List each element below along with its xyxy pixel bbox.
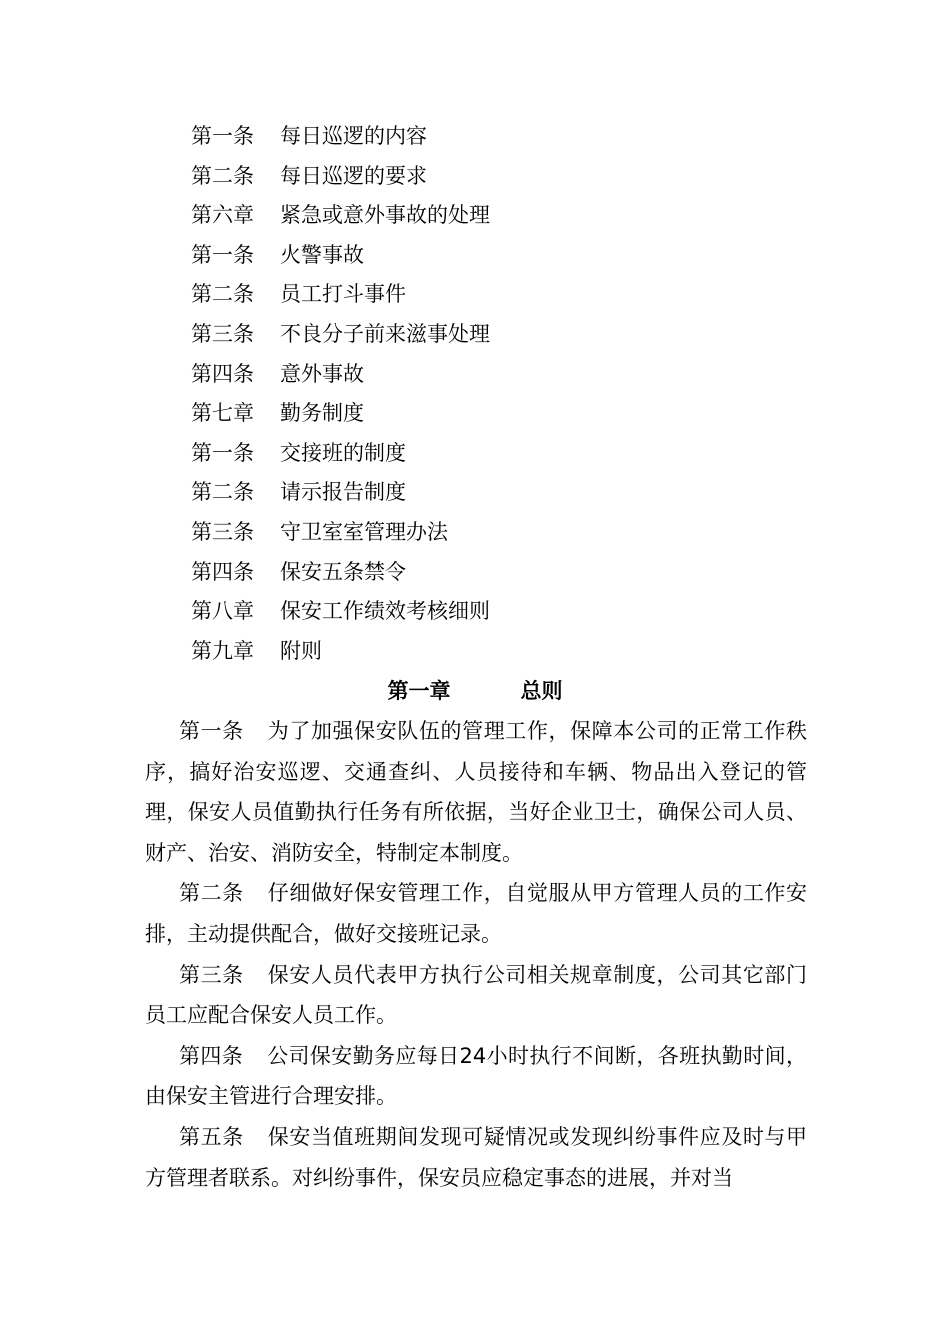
- toc-item-title: 请示报告制度: [280, 480, 406, 505]
- chapter-body: [145, 711, 807, 1198]
- toc-item-label: 第四条: [191, 559, 254, 584]
- toc-item-label: 第一条: [191, 440, 254, 465]
- article-label: 第一条: [179, 719, 244, 743]
- toc-item: [191, 513, 490, 553]
- toc-item: [191, 434, 490, 474]
- toc-item: [191, 592, 490, 632]
- toc-item-label: 第二条: [191, 163, 254, 188]
- toc-item-label: 第二条: [191, 282, 254, 307]
- toc-item-title: 火警事故: [280, 242, 364, 267]
- toc-item: [191, 236, 490, 276]
- toc-item-label: 第九章: [191, 638, 254, 663]
- article-text: 保安人员代表甲方执行公司相关规章制度，公司其它部门员工应配合保安人员工作。: [145, 962, 808, 1028]
- article-label: 第五条: [179, 1124, 244, 1149]
- toc-item-title: 勤务制度: [280, 401, 364, 426]
- article-text: 公司保安勤务应每日24小时执行不间断，各班执勤时间，由保安主管进行合理安排。: [145, 1043, 807, 1109]
- toc-item-title: 守卫室室管理办法: [280, 519, 448, 544]
- toc-item-label: 第二条: [191, 480, 254, 505]
- toc-item: [191, 473, 490, 513]
- toc-item-title: 交接班的制度: [280, 440, 406, 465]
- article-label: 第四条: [179, 1043, 244, 1068]
- article-paragraph: [145, 955, 807, 1036]
- toc-item: [191, 196, 490, 236]
- toc-item: [191, 157, 490, 197]
- table-of-contents: [191, 117, 490, 671]
- toc-item-title: 紧急或意外事故的处理: [280, 203, 490, 228]
- toc-item: [191, 315, 490, 355]
- chapter-title: 总则: [520, 679, 563, 703]
- article-label: 第二条: [179, 881, 244, 906]
- toc-item-title: 保安五条禁令: [280, 559, 406, 584]
- chapter-label: 第一章: [387, 679, 451, 703]
- toc-item: [191, 632, 490, 672]
- article-label: 第三条: [179, 962, 244, 987]
- toc-item-label: 第三条: [191, 519, 254, 544]
- article-text: 仔细做好保安管理工作，自觉服从甲方管理人员的工作安排，主动提供配合，做好交接班记录。: [145, 881, 808, 946]
- toc-item-label: 第一条: [191, 242, 254, 267]
- toc-item-label: 第三条: [191, 321, 254, 346]
- article-paragraph: [145, 711, 807, 873]
- toc-item-title: 附则: [280, 638, 322, 663]
- toc-item-label: 第七章: [191, 401, 254, 426]
- toc-item-title: 每日巡逻的内容: [280, 124, 427, 148]
- article-paragraph: [145, 1036, 807, 1117]
- toc-item: [191, 117, 490, 157]
- article-paragraph: [145, 873, 807, 954]
- toc-item-title: 每日巡逻的要求: [280, 163, 427, 188]
- toc-item-label: 第一条: [191, 124, 254, 148]
- toc-item-title: 保安工作绩效考核细则: [280, 599, 490, 624]
- toc-item-title: 意外事故: [280, 361, 364, 386]
- toc-item-title: 员工打斗事件: [280, 282, 406, 307]
- article-paragraph: [145, 1117, 807, 1198]
- toc-item-title: 不良分子前来滋事处理: [280, 321, 490, 346]
- toc-item: [191, 553, 490, 593]
- toc-item: [191, 355, 490, 395]
- toc-item-label: 第六章: [191, 203, 254, 228]
- chapter-heading: [0, 671, 950, 711]
- article-text: 为了加强保安队伍的管理工作，保障本公司的正常工作秩序，搞好治安巡逻、交通查纠、人员接待和车辆、物品出入登记的管理，保安人员值勤执行任务有所依据，当好企业卫士，确保公司人员、财产、治安、消防安全，特制定本制度。: [145, 719, 808, 865]
- toc-item: [191, 275, 490, 315]
- toc-item-label: 第四条: [191, 361, 254, 386]
- toc-item: [191, 394, 490, 434]
- article-text: 保安当值班期间发现可疑情况或发现纠纷事件应及时与甲方管理者联系。对纠纷事件，保安员应稳定事态的进展，并对当: [145, 1124, 808, 1190]
- toc-item-label: 第八章: [191, 599, 254, 624]
